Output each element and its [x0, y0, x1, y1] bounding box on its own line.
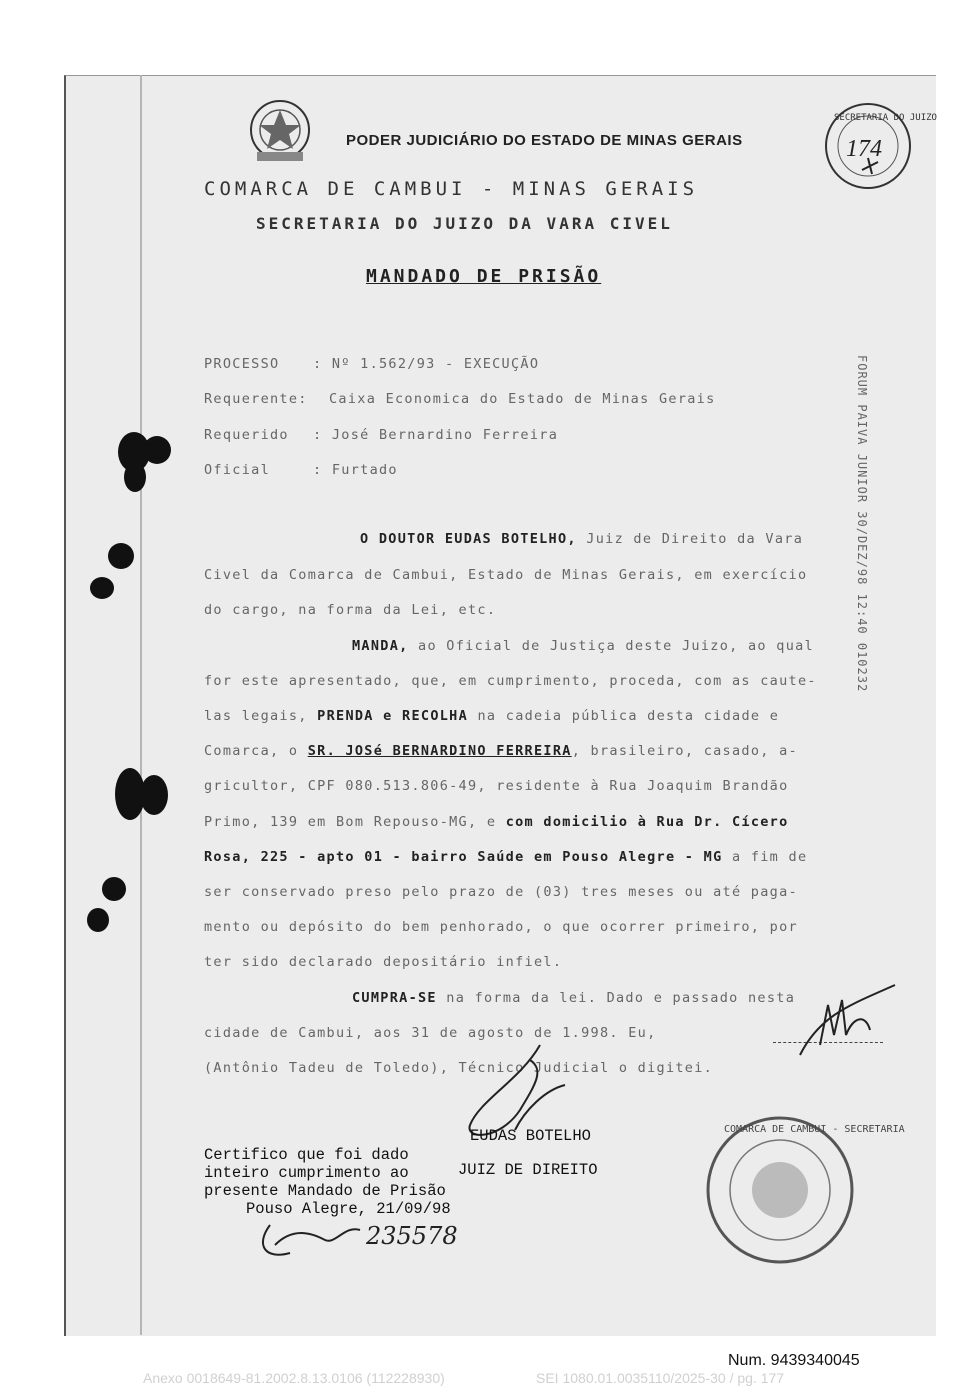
- court-header: PODER JUDICIÁRIO DO ESTADO DE MINAS GERAIS: [346, 132, 743, 149]
- requerente-value: Caixa Economica do Estado de Minas Gerais: [329, 391, 716, 407]
- certificate-line: Pouso Alegre, 21/09/98: [246, 1200, 451, 1218]
- body-line: las legais, PRENDA e RECOLHA na cadeia pública desta cidade e: [204, 708, 780, 724]
- margin-line: [140, 75, 142, 1335]
- certificate-signature: [255, 1215, 375, 1265]
- body-line: ser conservado preso pelo prazo de (03) tres meses ou até paga-: [204, 884, 798, 900]
- requerido-label: Requerido: [204, 427, 289, 443]
- body-line: mento ou depósito do bem penhorado, o que ocorrer primeiro, por: [204, 919, 798, 935]
- certificate-handwritten-number: 235578: [366, 1222, 458, 1250]
- processo-label: PROCESSO: [204, 356, 280, 372]
- certificate-line: inteiro cumprimento ao: [204, 1164, 409, 1182]
- certificate-line: Certifico que foi dado: [204, 1146, 409, 1164]
- punch-hole: [90, 577, 114, 599]
- punch-hole: [143, 436, 171, 464]
- court-seal: [700, 1110, 905, 1270]
- oficial-label: Oficial: [204, 462, 270, 478]
- document-title: MANDADO DE PRISÃO: [366, 266, 602, 287]
- body-line: (Antônio Tadeu de Toledo), Técnico Judicial o digitei.: [204, 1060, 714, 1076]
- clerk-signature: [790, 975, 905, 1065]
- handwritten-page-number: 174: [846, 136, 882, 162]
- punch-hole: [87, 908, 109, 932]
- seal-text: COMARCA DE CAMBUI - SECRETARIA: [724, 1124, 905, 1135]
- requerido-value: : José Bernardino Ferreira: [313, 427, 559, 443]
- body-line: MANDA, ao Oficial de Justiça deste Juizo, ao qual: [352, 638, 814, 654]
- body-line: Primo, 139 em Bom Repouso-MG, e com domicilio à Rua Dr. Cícero: [204, 814, 789, 830]
- judge-name-signature: EUDAS BOTELHO: [470, 1127, 591, 1145]
- punch-hole: [140, 775, 168, 815]
- body-line: do cargo, na forma da Lei, etc.: [204, 602, 497, 618]
- body-line: cidade de Cambui, aos 31 de agosto de 1.998. Eu,: [204, 1025, 657, 1041]
- punch-hole: [102, 877, 126, 901]
- document-number: Num. 9439340045: [728, 1352, 860, 1369]
- body-line: gricultor, CPF 080.513.806-49, residente à Rua Joaquim Brandão: [204, 778, 789, 794]
- body-line: for este apresentado, que, em cumprimento, proceda, com as caute-: [204, 673, 817, 689]
- office-header: SECRETARIA DO JUIZO DA VARA CIVEL: [256, 214, 673, 233]
- defendant-name: SR. JOSé BERNARDINO FERREIRA: [307, 743, 572, 759]
- annex-reference: Anexo 0018649-81.2002.8.13.0106 (112228930): [143, 1370, 445, 1386]
- sei-reference: SEI 1080.01.0035110/2025-30 / pg. 177: [536, 1370, 785, 1386]
- manda-keyword: MANDA,: [352, 638, 409, 654]
- body-line: Rosa, 225 - apto 01 - bairro Saúde em Pouso Alegre - MG a fim de: [204, 849, 808, 865]
- punch-hole: [108, 543, 134, 569]
- body-line: CUMPRA-SE na forma da lei. Dado e passado nesta: [352, 990, 796, 1006]
- secretaria-stamp: [812, 100, 937, 200]
- oficial-value: : Furtado: [313, 462, 398, 478]
- body-line: Civel da Comarca de Cambui, Estado de Minas Gerais, em exercício: [204, 567, 808, 583]
- certificate-line: presente Mandado de Prisão: [204, 1182, 446, 1200]
- stamp-text: SECRETARIA DO JUIZO: [834, 113, 937, 123]
- requerente-label: Requerente:: [204, 391, 308, 407]
- coat-of-arms-icon: [245, 98, 315, 166]
- body-line: Comarca, o SR. JOSé BERNARDINO FERREIRA, brasileiro, casado, a-: [204, 743, 798, 759]
- processo-value: : Nº 1.562/93 - EXECUÇÃO: [313, 356, 540, 372]
- punch-hole: [124, 462, 146, 492]
- district-header: COMARCA DE CAMBUI - MINAS GERAIS: [204, 178, 699, 200]
- judge-role: JUIZ DE DIREITO: [458, 1161, 598, 1179]
- body-line: O DOUTOR EUDAS BOTELHO, Juiz de Direito da Vara: [360, 531, 804, 547]
- judge-name: O DOUTOR EUDAS BOTELHO,: [360, 531, 577, 547]
- cumpra-se-keyword: CUMPRA-SE: [352, 990, 437, 1006]
- protocol-stamp: FORUM PAIVA JUNIOR 30/DEZ/98 12:40 010232: [855, 355, 869, 693]
- body-line: ter sido declarado depositário infiel.: [204, 954, 563, 970]
